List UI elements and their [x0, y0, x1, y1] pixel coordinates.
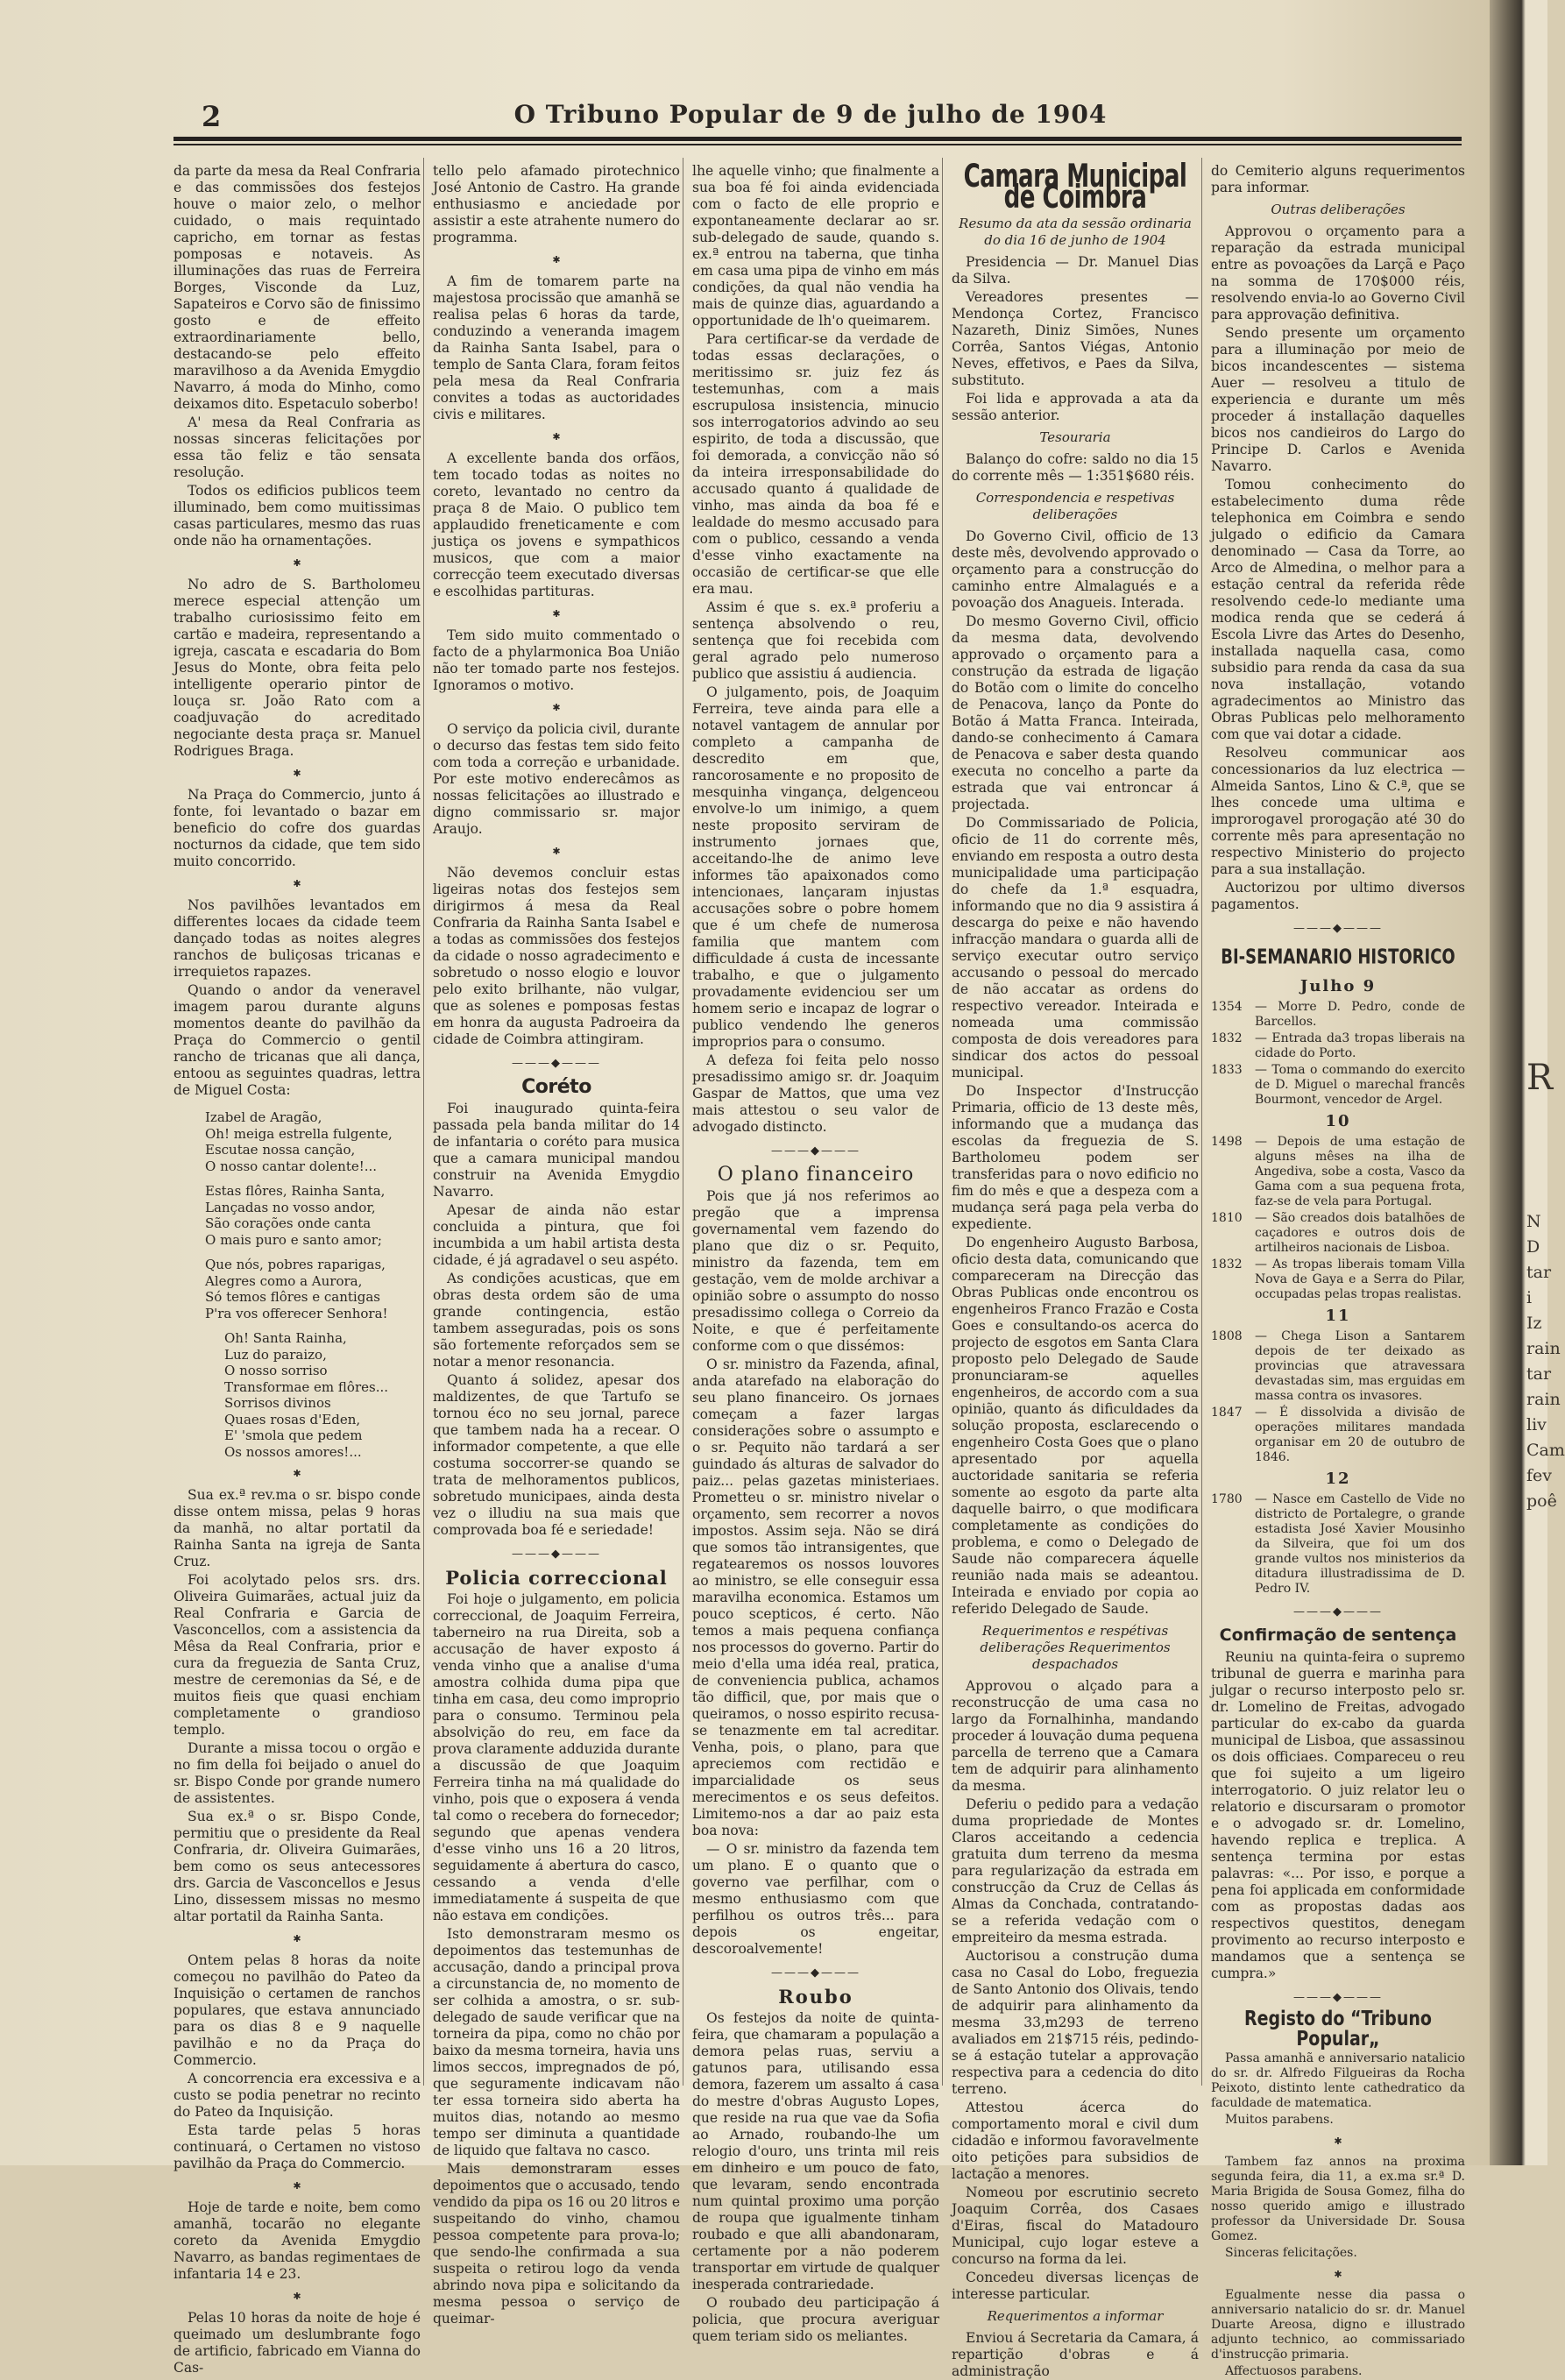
- paragraph: Do Inspector d'Instrucção Primaria, officio de 13 deste mês, informando que a mudança das escolas da freguezia de S. Bartholomeu podem ser transferidas para o novo edificio no fim do mês e que a despeza com a mudança será paga pela verba do expediente.: [952, 1083, 1199, 1232]
- history-date: 10: [1325, 1112, 1351, 1130]
- paragraph: Enviou á Secretaria da Camara, á repartição d'obras e á administração: [952, 2330, 1199, 2379]
- verse-line: Quaes rosas d'Eden,: [224, 1411, 361, 1427]
- paragraph: do Cemiterio alguns requerimentos para informar.: [1211, 163, 1465, 195]
- paragraph: Na Praça do Commercio, junto á fonte, foi levantado o bazar em beneficio do cofre dos guardas nocturnos da cidade, que tem sido muito concorrido.: [173, 787, 421, 869]
- history-text: — Toma o commando do exercito de D. Miguel o marechal francês Bourmont, vencedor de Argel.: [1255, 1063, 1465, 1107]
- verse-line: P'ra vos offerecer Senhora!: [205, 1305, 388, 1321]
- separator-star: ✱: [552, 254, 561, 266]
- paragraph: Foi inaugurado quinta-feira passada pela banda militar do 14 de infantaria o coréto para musica que a camara municipal mandou construir na Avenida Emygdio Navarro.: [433, 1101, 680, 1200]
- column-3: [692, 163, 939, 2344]
- history-text: — Depois de uma estação de alguns mêses na ilha de Angediva, sobe a costa, Vasco da Gama com a sua pequena frota, faz-se de vela para Portugal.: [1255, 1135, 1465, 1208]
- history-entry: [1211, 1135, 1465, 1209]
- edge-line: rain: [1526, 1339, 1561, 1358]
- paragraph: Concedeu diversas licenças de interesse particular.: [952, 2270, 1199, 2302]
- paragraph: Durante a missa tocou o orgão e no fim della foi beijado o anuel do sr. Bispo Conde por grande numero de assistentes.: [173, 1740, 421, 1806]
- history-text: — Chega Lison a Santarem depois de ter deixado as provincias que atravessara devastadas sim, mas erguidas em massa contra os invasores.: [1255, 1329, 1465, 1403]
- verse-line: E' 'smola que pedem: [224, 1427, 363, 1443]
- section-title-policia: Policia correccional: [445, 1567, 668, 1589]
- paragraph: Resolveu communicar aos concessionarios da luz electrica — Almeida Santos, Lino & C.ª, que se lhes concede uma ultima e improrogavel prorogação até 30 do corrente mês para apresentação no respectivo Ministerio do projecto para a sua installação.: [1211, 745, 1465, 877]
- subheading-correspondencia: Correspondencia e respetivas deliberações: [975, 490, 1175, 522]
- section-title-plano: O plano financeiro: [717, 1164, 915, 1186]
- history-year: 1354: [1211, 1000, 1243, 1014]
- paragraph: Foi hoje o julgamento, em policia correccional, de Joaquim Ferreira, taberneiro na rua Direita, sob a accusação de haver exposto á venda vinho que a analise d'uma amostra colhida duma pipa que tinha em casa, deu como improprio para o consumo. Terminou pela absolvição do reu, em face da prova claramente adduzida durante a discussão de que Joaquim Ferreira tinha na má qualidade do vinho, pois que o exposera á venda tal como o recebera do fornecedor; segundo que apenas vendera d'esse vinho uns 16 a 20 litros, seguidamente á abertura do casco, cessando a venda d'elle immediatamente á suspeita de que não estava em condições.: [433, 1591, 680, 1923]
- history-text: — São creados dois batalhões de caçadores e outros dois de artilheiros nacionais de Lisboa.: [1255, 1211, 1465, 1255]
- verse-line: Transformae em flôres...: [224, 1378, 388, 1395]
- paragraph: O sr. ministro da Fazenda, afinal, anda atarefado na elaboração do seu plano financeiro. Os jornaes começam a fazer largas considerações sobre o assumpto e o sr. Pequito não tardará a ser guindado ás alturas de salvador do paiz... pelas gazetas ministeriaes. Prometteu o sr. ministro nivelar o orçamento, sem recorrer a novos impostos. Assim seja. Não se dirá que somos tão intransigentes, que regatearemos os nossos louvores ao ministro, se elle conseguir essa maravilha economica. Estamos um pouco scepticos, é certo. Não temos a mais pequena confiança nos processos do governo. Partir do meio d'ella uma idéa real, pratica, de conveniencia publica, achamos tão difficil, que, por mais que o queiramos, o nosso espirito recusa-se tenazmente em tal acreditar. Venha, pois, o plano, para que apreciemos com rectidão e imparcialidade os seus merecimentos e os seus defeitos. Limitemo-nos a dar ao paiz esta boa nova:: [692, 1356, 939, 1838]
- paragraph: Nomeou por escrutinio secreto Joaquim Corrêa, dos Casaes d'Eiras, fiscal do Matadouro Municipal, cujo logar esteve a concurso na forma da lei.: [952, 2185, 1199, 2267]
- verse-line: Que nós, pobres raparigas,: [205, 1257, 386, 1272]
- paragraph: Do Commissariado de Policia, oficio de 11 do corrente mês, enviando em resposta a outro desta municipalidade uma participação do chefe da 1.ª esquadra, informando que no dia 9 assistira á descarga do peixe e não havendo infracção mandara o guarda alli de serviço executar outro serviço accusando o pessoal do mercado de não accatar as ordens do respectivo vereador. Inteirada e nomeada uma commissão composta de dois vereadores para sindicar dos actos do pessoal municipal.: [952, 815, 1199, 1080]
- column-divider: [942, 158, 943, 2086]
- paragraph: Sua ex.ª rev.ma o sr. bispo conde disse ontem missa, pelas 9 horas da manhã, no altar portatil da Rainha Santa na igreja de Santa Cruz.: [173, 1487, 421, 1569]
- paragraph: Presidencia — Dr. Manuel Dias da Silva.: [952, 254, 1199, 287]
- separator-star: ✱: [293, 2180, 301, 2192]
- verse-line: Só temos flôres e cantigas: [205, 1289, 380, 1305]
- history-year: 1780: [1211, 1492, 1243, 1506]
- history-date: 11: [1325, 1307, 1351, 1325]
- history-entry: [1211, 1031, 1465, 1061]
- paragraph: O serviço da policia civil, durante o decurso das festas tem sido feito com toda a correção e urbanidade. Por este motivo enderecâmos as nossas felicitações ao illustrado e digno commissario sr. major Araujo.: [433, 721, 680, 837]
- section-title-confirmacao: Confirmação de sentença: [1219, 1626, 1457, 1645]
- subheading-requerimentos: Requerimentos e respétivas deliberações Requerimentos despachados: [980, 1623, 1171, 1672]
- history-text: — É dissolvida a divisão de operações militares mandada organisar em 20 de outubro de 1846.: [1255, 1406, 1465, 1464]
- edge-line: tar: [1526, 1364, 1552, 1384]
- verse-line: Alegres como a Aurora,: [205, 1272, 363, 1289]
- paragraph: Passa amanhã e anniversario natalicio do sr. dr. Alfredo Filgueiras da Rocha Peixoto, distinto lente cathedratico da faculdade de matematica.: [1211, 2051, 1465, 2110]
- history-date: Julho 9: [1299, 977, 1377, 995]
- section-ornament: ———◆———: [512, 1057, 601, 1070]
- separator-star: ✱: [293, 1933, 301, 1944]
- paragraph: Do Governo Civil, officio de 13 deste mês, devolvendo approvado o orçamento para a construcção do caminho entre Almalagués e a povoação dos Anagueis. Interada.: [952, 528, 1199, 611]
- section-title-bisemanario: BI-SEMANARIO HISTORICO: [1221, 945, 1455, 970]
- paragraph: O roubado deu participação á policia, que procura averiguar quem teriam sido os meliantes.: [692, 2295, 939, 2344]
- paragraph: A excellente banda dos orfãos, tem tocado todas as noites no coreto, levantado no centro da praça 8 de Maio. O publico tem applaudido freneticamente e com justiça os jovens e sympathicos musicos, que com a maior correcção teem executado diversas e escolhidas partituras.: [433, 450, 680, 599]
- edge-line: tar: [1526, 1263, 1552, 1282]
- edge-line: fev: [1526, 1466, 1553, 1485]
- section-ornament: ———◆———: [1293, 1991, 1383, 2004]
- paragraph: Do engenheiro Augusto Barbosa, oficio desta data, comunicando que compareceram na Direcção das Obras Publicas onde encontrou os engenheiros Franco Frazão e Costa Goes e consultando-os acerca do projecto de esgotos em Santa Clara proposto pelo Delegado de Saude pronunciaram-se aquelles engenheiros, de accordo com a sua opinião, quanto ás dificuldades da solução proposta, esclarecendo o engenheiro Costa Goes que o plano apresentado por aquella auctoridade sanitaria se referia somente ao esgoto da parte alta daquelle bairro, o que modificara completamente as condições do problema, e como o Delegado de Saude não comparecera áquelle reunião nada mais se adeantou. Inteirada e enviado por copia ao referido Delegado de Saude.: [952, 1235, 1199, 1617]
- verse-line: Izabel de Aragão,: [205, 1109, 322, 1125]
- paragraph: lhe aquelle vinho; que finalmente a sua boa fé foi ainda evidenciada com o facto de elle proprio e expontaneamente declarar ao sr. sub-delegado de saude, quando s. ex.ª entrou na taberna, que tinha em casa uma pipa de vinho em más condições, da qual não vendia ha mais de quinze dias, aguardando a opportunidade de lh'o queimarem.: [692, 163, 939, 329]
- paragraph: Sua ex.ª o sr. Bispo Conde, permitiu que o presidente da Real Confraria, dr. Oliveira Guimarães, bem como os seus antecessores drs. Garcia de Vasconcellos e Jesus Lino, dissessem missas no mesmo altar portatil da Rainha Santa.: [173, 1809, 421, 1924]
- subheading-informar: Requerimentos a informar: [987, 2308, 1164, 2324]
- separator-star: ✱: [293, 878, 301, 889]
- history-entry: [1211, 1000, 1465, 1030]
- header-rule-thin: [173, 144, 1462, 145]
- paragraph: tello pelo afamado pirotechnico José Antonio de Castro. Ha grande enthusiasmo e anciedade por assistir a este atrahente numero do programma.: [433, 163, 680, 245]
- section-ornament: ———◆———: [512, 1548, 601, 1561]
- section-ornament: ———◆———: [1293, 922, 1383, 935]
- paragraph: Approvou o alçado para a reconstrucção de uma casa no largo da Fornalhinha, mandando proceder á louvação duma pequena parcella de terreno que a Camara tem de adquirir para alinhamento da mesma.: [952, 1678, 1199, 1794]
- history-text: — Nasce em Castello de Vide no districto de Portalegre, o grande estadista José Xavier Mousinho da Silveira, que foi um dos grande vultos nos ministerios da ditadura illustradissima de D. Pedro IV.: [1255, 1492, 1465, 1596]
- history-year: 1833: [1211, 1063, 1243, 1077]
- paragraph: Auctorizou por ultimo diversos pagamentos.: [1211, 880, 1465, 912]
- verse-line: Lançadas no vosso andor,: [205, 1199, 376, 1215]
- paragraph: Os festejos da noite de quinta-feira, que chamaram a população a demora pelas ruas, serviu a gatunos para, utilisando essa demora, fazerem um assalto á casa do mestre d'obras Augusto Lopes, que reside na rua que vae da Sofia ao Arnado, roubando-lhe um relogio d'ouro, uns trinta mil reis em dinheiro e um pouco de fato, que levaram, sendo encontrada num quintal proximo uma porção de roupa que igualmente tinham roubado e que alli abandonaram, certamente por a não poderem transportar em virtude de qualquer inesperada contrariedade.: [692, 2010, 939, 2292]
- newspaper-title: O Tribuno Popular de 9 de julho de 1904: [513, 100, 1108, 129]
- separator-star: ✱: [293, 1468, 301, 1479]
- paragraph: A fim de tomarem parte na majestosa procissão que amanhã se realisa pelas 6 horas da tarde, conduzindo a veneranda imagem da Rainha Santa Isabel, para o templo de Santa Clara, foram feitos pela mesa da Real Confraria convites a todas as auctoridades civis e militares.: [433, 273, 680, 422]
- edge-line: Cam: [1526, 1441, 1565, 1460]
- column-divider: [423, 158, 424, 2086]
- paragraph: Sendo presente um orçamento para a illuminação por meio de bicos incandescentes — sistema Auer — resolveu a titulo de experiencia e durante um mês proceder á installação daquelles bicos nos candieiros do Largo do Principe D. Carlos e Avenida Navarro.: [1211, 325, 1465, 474]
- verse-line: O mais puro e santo amor;: [205, 1231, 382, 1248]
- edge-line: D: [1526, 1237, 1540, 1257]
- page-number: 2: [202, 100, 222, 133]
- section-title-roubo: Roubo: [778, 1986, 853, 2008]
- history-year: 1847: [1211, 1406, 1243, 1420]
- history-text: — Entrada da3 tropas liberais na cidade do Porto.: [1255, 1031, 1465, 1060]
- adjacent-page-edge: [1526, 131, 1565, 2015]
- subheading-tesouraria: Tesouraria: [1039, 429, 1111, 445]
- paragraph: Todos os edificios publicos teem illuminado, bem como muitissimas casas particulares, mesmo das ruas onde não ha ornamentações.: [173, 483, 421, 549]
- section-title-registo: Registo do “Tribuno Popular„: [1244, 2007, 1432, 2051]
- paragraph: Reuniu na quinta-feira o supremo tribunal de guerra e marinha para julgar o recurso interposto pelo sr. dr. Lomelino de Freitas, advogado particular do ex-cabo da guarda municipal de Lisboa, que assassinou os dois officiaes. Compareceu o reu que foi sujeito a um ligeiro interrogatorio. O juiz relator leu o relatorio e discursaram o promotor e o advogado sr. dr. Lomelino, havendo replica e treplica. A sentença termina por estas palavras: «... Por isso, e porque a pena foi applicada em conformidade com as propostas dadas aos respectivos questitos, denegam provimento ao recurso interposto e mandamos que a sentença se cumpra.»: [1211, 1649, 1465, 1981]
- paragraph: Affectuosos parabens.: [1225, 2364, 1363, 2378]
- paragraph: Do mesmo Governo Civil, officio da mesma data, devolvendo approvado o orçamento para a construção da estrada de ligação do Botão com o limite do concelho de Penacova, lanço da Ponte do Botão á Matta Franca. Inteirada, dando-se conhecimento á Camara de Penacova e saber desta quando executa no concelho a parte da estrada que vai entroncar á projectada.: [952, 613, 1199, 812]
- paragraph: Approvou o orçamento para a reparação da estrada municipal entre as povoações da Larçã e Paço na somma de 170$000 réis, resolvendo envia-lo ao Governo Civil para approvação definitiva.: [1211, 223, 1465, 322]
- paragraph: Mais demonstraram esses depoimentos que o accusado, tendo vendido da pipa os 16 ou 20 litros e suspeitando do vinho, chamou pessoa competente para prova-lo; que sendo-lhe confirmada a sua suspeita o retirou logo da venda abrindo nova pipa e solicitando da mesma pessoa o serviço de queimar-: [433, 2161, 680, 2327]
- verse-line: Os nossos amores!...: [224, 1443, 362, 1460]
- paragraph: Quando o andor da veneravel imagem parou durante alguns momentos deante do pavilhão da Praça do Commercio o gentil rancho de tricanas que ali dança, entoou as seguintes quadras, lettra de Miguel Costa:: [173, 982, 421, 1098]
- history-year: 1832: [1211, 1031, 1243, 1045]
- history-year: 1832: [1211, 1257, 1243, 1271]
- separator-star: ✱: [1334, 2136, 1342, 2147]
- paragraph: Hoje de tarde e noite, bem como amanhã, tocarão no elegante coreto da Avenida Emygdio Navarro, as bandas regimentaes de infantaria 14 e 23.: [173, 2199, 421, 2282]
- paragraph: A' mesa da Real Confraria as nossas sinceras felicitações por essa tão feliz e tão sensata resolução.: [173, 414, 421, 480]
- paragraph: Isto demonstraram mesmo os depoimentos das testemunhas de accusação, dando a principal prova a circunstancia de, no momento de ser colhida a amostra, o sr. sub-delegado de saude verificar que na torneira da pipa, como no chão por baixo da mesma torneira, havia uns limos seccos, impregnados de pó, que seguramente indicavam não ter essa torneira sido aberta ha muitos dias, notando ao mesmo tempo ser diminuta a quantidade de liquido que faltava no casco.: [433, 1926, 680, 2158]
- verse-line: O nosso cantar dolente!...: [205, 1158, 378, 1174]
- history-entry: [1211, 1257, 1465, 1302]
- paragraph: A concorrencia era excessiva e a custo se podia penetrar no recinto do Pateo da Inquisição.: [173, 2071, 421, 2120]
- paragraph: Esta tarde pelas 5 horas continuará, o Certamen no vistoso pavilhão da Praça do Commercio.: [173, 2122, 421, 2171]
- paragraph: Tomou conhecimento do estabelecimento duma rêde telephonica em Coimbra e sendo julgado o edificio da Camara denominado — Casa da Torre, ao Arco de Almedina, o melhor para a estação central da referida rêde resolvendo cede-lo mediante uma modica renda que se cederá á Escola Livre das Artes do Desenho, installada naquella casa, como subsidio para renda da casa da sua nova installação, votando agradecimentos ao Ministro das Obras Publicas pelo melhoramento com que vai dotar a cidade.: [1211, 477, 1465, 742]
- paragraph: Pelas 10 horas da noite de hoje é queimado um deslumbrante fogo de artificio, fabricado em Vianna do Cas-: [173, 2310, 421, 2376]
- history-year: 1810: [1211, 1211, 1243, 1225]
- verse-line: Oh! Santa Rainha,: [224, 1330, 347, 1346]
- paragraph: Balanço do cofre: saldo no dia 15 do corrente mês — 1:351$680 réis.: [952, 451, 1199, 484]
- paragraph: Nos pavilhões levantados em differentes locaes da cidade teem dançado todas as noites alegres ranchos de buliçosas tricanas e irrequietos rapazes.: [173, 897, 421, 980]
- paragraph: Para certificar-se da verdade de todas essas declarações, o meritissimo sr. juiz fez ás testemunhas, com a mais escrupulosa insistencia, minucio sos interrogatorios advindo ao seu espirito, de toda a discussão, que foi demorada, a convicção não só da inteira irresponsabilidade do accusado quanto á qualidade de vinho, mas ainda da boa fé e lealdade do mesmo accusado para com o publico, cessando a venda d'esse vinho exactamente na occasião de certificar-se que elle era mau.: [692, 331, 939, 597]
- paragraph: Attestou ácerca do comportamento moral e civil dum cidadão e informou favoravelmente oito petições para subsidios de lactação a menores.: [952, 2100, 1199, 2182]
- paragraph: Ontem pelas 8 horas da noite começou no pavilhão do Pateo da Inquisição o certamen de ranchos populares, que estava annunciado para os dias 8 e 9 naquelle pavilhão e no da Praça do Commercio.: [173, 1952, 421, 2068]
- verse-line: São corações onde canta: [205, 1215, 372, 1231]
- history-year: 1808: [1211, 1329, 1243, 1343]
- history-date: 12: [1325, 1470, 1351, 1488]
- section-title-coreto: Coréto: [521, 1076, 591, 1098]
- edge-line: Iz: [1526, 1314, 1542, 1333]
- history-entry: [1211, 1329, 1465, 1404]
- separator-star: ✱: [552, 846, 561, 857]
- verse-line: Luz do paraizo,: [224, 1346, 327, 1363]
- separator-star: ✱: [293, 768, 301, 779]
- paragraph: As condições acusticas, que em obras desta ordem são de uma grande contingencia, estão tambem asseguradas, pois os sons são fortemente reforçados sem se notar a menor resonancia.: [433, 1271, 680, 1370]
- paragraph: da parte da mesa da Real Confraria e das commissões dos festejos houve o maior zelo, o melhor cuidado, o mais requintado capricho, em tornar as festas pomposas e notaveis. As illuminações das ruas de Ferreira Borges, Visconde da Luz, Sapateiros e Corvo são de finissimo gosto e de effeito extraordinariamente bello, destacando-se pelo effeito maravilhoso a da Avenida Emygdio Navarro, á moda do Minho, como deixamos dito. Espetaculo soberbo!: [173, 163, 421, 412]
- history-entry: [1211, 1211, 1465, 1256]
- subheading-outras: Outras deliberações: [1271, 202, 1406, 217]
- paragraph: Tambem faz annos na proxima segunda feira, dia 11, a ex.ma sr.ª D. Maria Brigida de Sousa Gomez, filha do nosso querido amigo e illustrado professor da Universidade Dr. Sousa Gomez.: [1211, 2155, 1465, 2243]
- paragraph: Sinceras felicitações.: [1225, 2246, 1357, 2260]
- history-text: — Morre D. Pedro, conde de Barcellos.: [1255, 1000, 1465, 1029]
- paragraph: O julgamento, pois, de Joaquim Ferreira, teve ainda para elle a notavel vantagem de annular por completo a campanha de descredito em que, rancorosamente e no proposito de mesquinha vingança, delgenceou envolve-lo um inimigo, a quem neste proposito serviram de instrumento jornaes que, acceitando-lhe de animo leve informes tão apaixonados como intencionaes, lançaram injustas accusações sobre o pobre homem que é um chefe de numerosa familia que mantem com difficuldade á custa de incessante trabalho, e que o julgamento provadamente evidenciou ser um homem serio e incapaz de lograr o publico vendendo lhe generos improprios para o consumo.: [692, 684, 939, 1050]
- history-entry: [1211, 1492, 1465, 1597]
- separator-star: ✱: [552, 431, 561, 443]
- subtitle: Resumo da ata da sessão ordinaria do dia 16 de junho de 1904: [959, 216, 1192, 248]
- edge-line: N: [1526, 1212, 1541, 1231]
- paragraph: — O sr. ministro da fazenda tem um plano. E o quanto que o governo vae perfilhar, com o mesmo enthusiasmo com que perfilhou os outros três... para depois os engeitar, descoroalvemente!: [692, 1841, 939, 1957]
- paragraph: Auctorisou a construção duma casa no Casal do Lobo, freguezia de Santo Antonio dos Olivais, tendo de adquirir para alinhamento da mesma 33,m293 de terreno avaliados em 21$715 réis, pedindo-se á estação tutelar a approvação respectiva para a cedencia do dito terreno.: [952, 1948, 1199, 2097]
- paragraph: Deferiu o pedido para a vedação duma propriedade de Montes Claros acceitando a cedencia gratuita dum terreno da mesma para regularização da estrada em construcção da Cruz de Cellas ás Almas da Conchada, contratando-se a referida vedação com o empreiteiro da mesma estrada.: [952, 1796, 1199, 1945]
- paragraph: Foi lida e approvada a ata da sessão anterior.: [952, 391, 1199, 423]
- verse-line: Estas flôres, Rainha Santa,: [205, 1183, 386, 1199]
- section-ornament: ———◆———: [771, 1966, 860, 1980]
- column-5: [1211, 163, 1465, 2378]
- section-title-camara: Camara Municipal de Coimbra: [963, 157, 1187, 216]
- separator-star: ✱: [1334, 2269, 1342, 2280]
- paragraph: Não devemos concluir estas ligeiras notas dos festejos sem dirigirmos á mesa da Real Confraria da Rainha Santa Isabel e a todas as commissões dos festejos da cidade o nosso agradecimento e sobretudo o nosso elogio e louvor pelo exito brilhante, não vulgar, que as solenes e pomposas festas em honra da augusta Padroeira da cidade de Coimbra attingiram.: [433, 865, 680, 1047]
- paragraph: Tem sido muito commentado o facto de a phylarmonica Boa União não ter tomado parte nos festejos. Ignoramos o motivo.: [433, 627, 680, 693]
- edge-line: R: [1526, 1058, 1554, 1098]
- paragraph: Assim é que s. ex.ª proferiu a sentença absolvendo o reu, sentença que foi recebida com geral agrado pelo numeroso publico que assistiu á audiencia.: [692, 599, 939, 682]
- separator-star: ✱: [552, 608, 561, 620]
- paragraph: No adro de S. Bartholomeu merece especial attenção um trabalho curiosissimo feito em cartão e madeira, representando a igreja, cascata e escadaria do Bom Jesus do Monte, obra feita pelo intelligente operario pintor de louça sr. João Rato com a coadjuvação do acreditado negociante desta praça sr. Manuel Rodrigues Braga.: [173, 577, 421, 759]
- edge-line: poê: [1526, 1491, 1557, 1511]
- verse-line: O nosso sorriso: [224, 1363, 328, 1378]
- column-4: [952, 157, 1199, 2379]
- paragraph: Vereadores presentes — Mendonça Cortez, Francisco Nazareth, Diniz Simões, Nunes Corrêa, Santos Viégas, Antonio Neves, effetivos, e Paes da Silva, substituto.: [952, 289, 1199, 388]
- history-entry: [1211, 1063, 1465, 1108]
- verse-line: Oh! meiga estrella fulgente,: [205, 1125, 393, 1142]
- edge-line: i: [1526, 1288, 1533, 1307]
- column-1: [173, 163, 421, 2376]
- separator-star: ✱: [293, 557, 301, 569]
- column-2: [433, 163, 680, 2327]
- history-text: — As tropas liberais tomam Villa Nova de Gaya e a Serra do Pilar, occupadas pelas tropas realistas.: [1255, 1257, 1465, 1301]
- paragraph: Quanto á solidez, apesar dos maldizentes, de que Tartufo se tornou éco no seu jornal, parece que tambem nada ha a recear. O informador competente, a que elle costuma soccorrer-se quando se trata de melhoramentos publicos, sobretudo municipaes, ainda desta vez o illudiu na sua mais que comprovada boa fé e seriedade!: [433, 1372, 680, 1538]
- paragraph: Apesar de ainda não estar concluida a pintura, que foi incumbida a um habil artista desta cidade, é já agradavel o seu aspéto.: [433, 1202, 680, 1268]
- edge-line: liv: [1526, 1415, 1547, 1434]
- section-ornament: ———◆———: [771, 1144, 860, 1158]
- history-year: 1498: [1211, 1135, 1243, 1149]
- separator-star: ✱: [293, 2291, 301, 2302]
- header-rule: [173, 137, 1462, 141]
- section-ornament: ———◆———: [1293, 1605, 1383, 1619]
- verse-line: Sorrisos divinos: [224, 1395, 331, 1411]
- paragraph: Muitos parabens.: [1225, 2113, 1334, 2127]
- paragraph: A defeza foi feita pelo nosso presadissimo amigo sr. dr. Joaquim Gaspar de Mattos, que uma vez mais attestou o seu valor de advogado distincto.: [692, 1052, 939, 1135]
- verse-line: Escutae nossa canção,: [205, 1142, 356, 1158]
- paragraph: Foi acolytado pelos srs. drs. Oliveira Guimarães, actual juiz da Real Confraria e Garcia de Vasconcellos, com a assistencia da Mêsa da Real Confraria, prior e cura da freguezia de Santa Cruz, mestre de ceremonias da Sé, e de muitos fieis que quasi enchiam completamente o grandioso templo.: [173, 1572, 421, 1738]
- paragraph: Egualmente nesse dia passa o anniversario natalicio do sr. dr. Manuel Duarte Areosa, digno e illustrado adjunto technico, ao commissariado d'instrucção primaria.: [1211, 2288, 1465, 2362]
- paragraph: Pois que já nos referimos ao pregão que a imprensa governamental vem fazendo do plano que diz o sr. Pequito, ministro da fazenda, tem em gestação, vem de molde archivar a opinião sobre o assumpto do nosso presadissimo collega o Correio da Noite, e que é perfeitamente conforme com o que dissémos:: [692, 1188, 939, 1354]
- edge-line: rain: [1526, 1390, 1561, 1409]
- separator-star: ✱: [552, 702, 561, 713]
- history-entry: [1211, 1406, 1465, 1465]
- column-divider: [1201, 158, 1202, 2086]
- masthead: [166, 95, 1455, 135]
